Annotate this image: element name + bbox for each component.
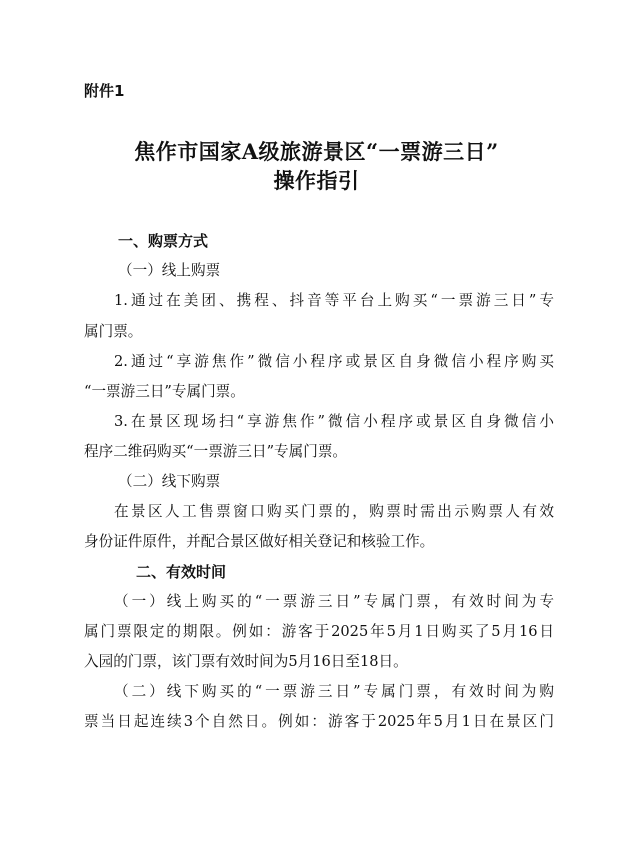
validity-p2-line2: 票当日起连续3个自然日。例如：游客于2025年5月1日在景区门	[84, 713, 554, 730]
attachment-label: 附件1	[84, 82, 125, 100]
item3-line2: 程序二维码购买“一票游三日”专属门票。	[84, 443, 348, 460]
document-title-line1: 焦作市国家A级旅游景区“一票游三日”	[134, 139, 499, 164]
item2-line1: 2.通过“享游焦作”微信小程序或景区自身微信小程序购买	[114, 353, 554, 370]
item2-line2: “一票游三日”专属门票。	[84, 383, 245, 400]
section2-heading: 二、有效时间	[136, 563, 227, 581]
validity-p1-line3: 入园的门票，该门票有效时间为5月16日至18日。	[84, 653, 408, 670]
offline-line2: 身份证件原件，并配合景区做好相关登记和核验工作。	[84, 533, 435, 550]
item1-line1: 1.通过在美团、携程、抖音等平台上购买“一票游三日”专	[114, 292, 554, 309]
item3-line1: 3.在景区现场扫“享游焦作”微信小程序或景区自身微信小	[114, 413, 554, 430]
section1-sub-offline: （二）线下购票	[118, 473, 221, 490]
validity-p1-line2: 属门票限定的期限。例如：游客于2025年5月1日购买了5月16日	[84, 623, 554, 640]
item1-line2: 属门票。	[84, 323, 143, 340]
offline-line1: 在景区人工售票窗口购买门票的，购票时需出示购票人有效	[114, 503, 554, 520]
validity-p2-line1: （二）线下购买的“一票游三日”专属门票，有效时间为购	[114, 683, 554, 700]
section1-heading: 一、购票方式	[118, 232, 209, 250]
document-title-line2: 操作指引	[273, 168, 360, 193]
validity-p1-line1: （一）线上购买的“一票游三日”专属门票，有效时间为专	[114, 593, 554, 610]
section1-sub-online: （一）线上购票	[118, 262, 221, 279]
